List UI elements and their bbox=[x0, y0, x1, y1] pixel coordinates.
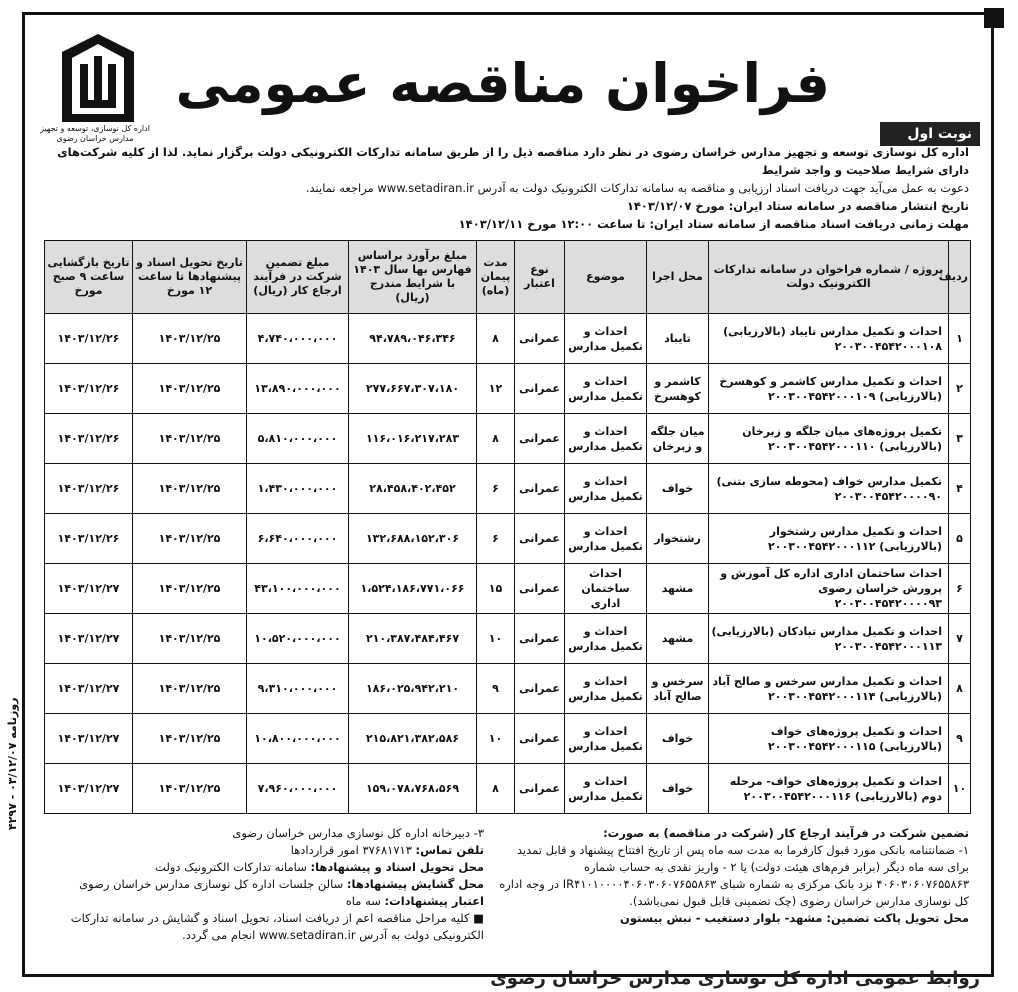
header bbox=[40, 24, 980, 143]
table-row bbox=[45, 414, 971, 464]
table-cell: ۱۴۰۳/۱۲/۲۷ bbox=[45, 664, 133, 714]
project-cell: احداث و تکمیل مدارس تبادکان (بالارزیابی) ۲۰۰۳۰۰۴۵۴۲۰۰۰۱۱۳ bbox=[709, 614, 949, 664]
header-cell: مبلغ تضمین شرکت در فرآیند ارجاع کار (ریال) bbox=[247, 241, 349, 314]
table-cell: احداث و تکمیل مدارس bbox=[565, 364, 647, 414]
table-cell: ۱۰،۸۰۰،۰۰۰،۰۰۰ bbox=[247, 714, 349, 764]
table-header-row bbox=[45, 241, 971, 314]
table-cell: ۱۴۰۳/۱۲/۲۵ bbox=[133, 764, 247, 814]
table-cell: احداث و تکمیل مدارس bbox=[565, 464, 647, 514]
table-cell: ۱۳،۸۹۰،۰۰۰،۰۰۰ bbox=[247, 364, 349, 414]
table-cell: ۶،۶۴۰،۰۰۰،۰۰۰ bbox=[247, 514, 349, 564]
table-cell: ۱۴۰۳/۱۲/۲۵ bbox=[133, 714, 247, 764]
header-cell: تاریخ تحویل اسناد و پیشنهادها تا ساعت ۱۲ مورخ bbox=[133, 241, 247, 314]
table-cell: عمرانی bbox=[515, 464, 565, 514]
table-cell: ۱۴۰۳/۱۲/۲۶ bbox=[45, 414, 133, 464]
docs-value: سامانه تدارکات الکترونیک دولت bbox=[155, 860, 307, 874]
table-cell: ۷،۹۶۰،۰۰۰،۰۰۰ bbox=[247, 764, 349, 814]
table-cell: ۶ bbox=[477, 464, 515, 514]
docs-label: محل تحویل اسناد و پیشنهادها: bbox=[310, 860, 484, 874]
table-cell: ۱۴۰۳/۱۲/۲۵ bbox=[133, 464, 247, 514]
table-cell: ۸ bbox=[477, 314, 515, 364]
project-cell: تکمیل مدارس خواف (محوطه سازی بتنی) ۲۰۰۳۰۰۴۵۴۲۰۰۰۰۹۰ bbox=[709, 464, 949, 514]
table-cell: ۲۱۰،۳۸۷،۴۸۴،۴۶۷ bbox=[349, 614, 477, 664]
table-cell: عمرانی bbox=[515, 314, 565, 364]
table-cell: ۴ bbox=[949, 464, 971, 514]
opening-value: سالن جلسات اداره کل نوسازی مدارس خراسان رضوی bbox=[79, 877, 344, 891]
table-cell: مشهد bbox=[647, 614, 709, 664]
table-cell: عمرانی bbox=[515, 764, 565, 814]
table-cell: ۱۴۰۳/۱۲/۲۶ bbox=[45, 514, 133, 564]
header-cell: نوع اعتبار bbox=[515, 241, 565, 314]
project-cell: احداث و تکمیل پروژه‌های خواف- مرحله دوم (بالارزیابی) ۲۰۰۳۰۰۴۵۴۲۰۰۰۱۱۶ bbox=[709, 764, 949, 814]
table-cell: ۱۴۰۳/۱۲/۲۵ bbox=[133, 314, 247, 364]
table-cell: خواف bbox=[647, 464, 709, 514]
table-cell: ۸ bbox=[949, 664, 971, 714]
bullet-icon: ■ bbox=[473, 911, 484, 925]
table-cell: ۱۰ bbox=[477, 614, 515, 664]
header-cell: ردیف bbox=[949, 241, 971, 314]
project-cell: احداث و تکمیل مدارس رشتخوار (بالارزیابی) ۲۰۰۳۰۰۴۵۴۲۰۰۰۱۱۲ bbox=[709, 514, 949, 564]
table-cell: ۵ bbox=[949, 514, 971, 564]
intro-line-3: تاریخ انتشار مناقصه در سامانه ستاد ایران: مورخ ۱۴۰۳/۱۲/۰۷ bbox=[626, 199, 969, 213]
table-cell: تایباد bbox=[647, 314, 709, 364]
table-cell: رشتخوار bbox=[647, 514, 709, 564]
contact-item-3: ۳- دبیرخانه اداره کل نوسازی مدارس خراسان رضوی bbox=[232, 826, 484, 840]
table-row bbox=[45, 664, 971, 714]
table-cell: ۱۵ bbox=[477, 564, 515, 614]
table-cell: ۱۴۰۳/۱۲/۲۷ bbox=[45, 764, 133, 814]
table-cell: ۱ bbox=[949, 314, 971, 364]
validity-label: اعتبار پیشنهادات: bbox=[384, 894, 484, 908]
table-cell: ۱۴۰۳/۱۲/۲۶ bbox=[45, 314, 133, 364]
guarantee-delivery: محل تحویل پاکت تضمین: مشهد- بلوار دستغیب - نبش بیستون bbox=[620, 911, 969, 925]
table-cell: عمرانی bbox=[515, 564, 565, 614]
table-cell: ۹،۳۱۰،۰۰۰،۰۰۰ bbox=[247, 664, 349, 714]
table-row bbox=[45, 314, 971, 364]
table-row bbox=[45, 464, 971, 514]
table-cell: ۱۴۰۳/۱۲/۲۵ bbox=[133, 564, 247, 614]
project-cell: تکمیل پروژه‌های میان جلگه و زبرخان (بالارزیابی) ۲۰۰۳۰۰۴۵۴۲۰۰۰۱۱۰ bbox=[709, 414, 949, 464]
table-cell: ۴،۷۴۰،۰۰۰،۰۰۰ bbox=[247, 314, 349, 364]
table-cell: ۷ bbox=[949, 614, 971, 664]
project-cell: احداث و تکمیل پروژه‌های خواف (بالارزیابی) ۲۰۰۳۰۰۴۵۴۲۰۰۰۱۱۵ bbox=[709, 714, 949, 764]
table-cell: خواف bbox=[647, 764, 709, 814]
table-cell: ۱۰،۵۲۰،۰۰۰،۰۰۰ bbox=[247, 614, 349, 664]
contact-block bbox=[34, 825, 484, 944]
table-cell: عمرانی bbox=[515, 364, 565, 414]
table-cell: ۸ bbox=[477, 414, 515, 464]
table-cell: ۱۴۰۳/۱۲/۲۵ bbox=[133, 664, 247, 714]
table-row bbox=[45, 714, 971, 764]
contact-note: کلیه مراحل مناقصه اعم از دریافت اسناد، تحویل اسناد و گشایش در سامانه تدارکات الکترونیکی دولت به آدرس www.setadiran.ir انجام می گردد. bbox=[70, 911, 484, 942]
table-cell: احداث و تکمیل مدارس bbox=[565, 414, 647, 464]
table-row bbox=[45, 514, 971, 564]
table-cell: ۱۴۰۳/۱۲/۲۵ bbox=[133, 414, 247, 464]
table-cell: ۱۴۰۳/۱۲/۲۷ bbox=[45, 614, 133, 664]
table-cell: خواف bbox=[647, 714, 709, 764]
tenders-table bbox=[44, 240, 971, 814]
table-row bbox=[45, 564, 971, 614]
header-cell: تاریخ بازگشایی ساعت ۹ صبح مورخ bbox=[45, 241, 133, 314]
table-cell: ۱۱۶،۰۱۶،۲۱۷،۲۸۳ bbox=[349, 414, 477, 464]
table-cell: ۲۱۵،۸۲۱،۳۸۲،۵۸۶ bbox=[349, 714, 477, 764]
table-cell: ۱۰ bbox=[949, 764, 971, 814]
table-cell: ۳ bbox=[949, 414, 971, 464]
page-title: فراخوان مناقصه عمومی bbox=[175, 52, 830, 115]
table-cell: ۹ bbox=[949, 714, 971, 764]
table-cell: عمرانی bbox=[515, 714, 565, 764]
edition-badge: نوبت اول bbox=[880, 122, 980, 146]
header-cell: محل اجرا bbox=[647, 241, 709, 314]
header-cell: مبلغ برآورد براساس فهارس بها سال ۱۴۰۳ با شرایط مندرج (ریال) bbox=[349, 241, 477, 314]
table-cell: ۸ bbox=[477, 764, 515, 814]
table-cell: ۱،۴۳۰،۰۰۰،۰۰۰ bbox=[247, 464, 349, 514]
table-cell: ۱۴۰۳/۱۲/۲۵ bbox=[133, 614, 247, 664]
project-cell: احداث ساختمان اداری اداره کل آموزش و پرورش خراسان رضوی ۲۰۰۳۰۰۴۵۴۲۰۰۰۰۹۳ bbox=[709, 564, 949, 614]
table-cell: احداث و تکمیل مدارس bbox=[565, 714, 647, 764]
project-cell: احداث و تکمیل مدارس تایباد (بالارزیابی) ۲۰۰۳۰۰۴۵۴۲۰۰۰۱۰۸ bbox=[709, 314, 949, 364]
table-cell: ۱۴۰۳/۱۲/۲۶ bbox=[45, 364, 133, 414]
table-cell: احداث و تکمیل مدارس bbox=[565, 664, 647, 714]
footer-text: روابط عمومی اداره کل نوسازی مدارس خراسان رضوی bbox=[490, 968, 980, 989]
table-cell: ۲ bbox=[949, 364, 971, 414]
table-cell: ۱۴۰۳/۱۲/۲۶ bbox=[45, 464, 133, 514]
table-cell: عمرانی bbox=[515, 614, 565, 664]
table-cell: ۱۴۰۳/۱۲/۲۷ bbox=[45, 714, 133, 764]
table-cell: ۱۴۰۳/۱۲/۲۵ bbox=[133, 364, 247, 414]
table-cell: ۱۳۲،۶۸۸،۱۵۲،۳۰۶ bbox=[349, 514, 477, 564]
guarantee-block bbox=[499, 825, 969, 927]
table-cell: احداث و تکمیل مدارس bbox=[565, 614, 647, 664]
phone-label: تلفن تماس: bbox=[415, 843, 484, 857]
table-row bbox=[45, 764, 971, 814]
table-cell: سرخس و صالح آباد bbox=[647, 664, 709, 714]
table-cell: ۶ bbox=[477, 514, 515, 564]
header-cell: مدت پیمان (ماه) bbox=[477, 241, 515, 314]
table-cell: عمرانی bbox=[515, 664, 565, 714]
table-cell: ۹ bbox=[477, 664, 515, 714]
logo-caption: اداره کل نوسازی، توسعه و تجهیز مدارس خراسان رضوی bbox=[40, 124, 150, 143]
intro-line-4: مهلت زمانی دریافت اسناد مناقصه از سامانه ستاد ایران: تا ساعت ۱۲:۰۰ مورخ ۱۴۰۳/۱۲/۱۱ bbox=[458, 217, 969, 231]
table-cell: مشهد bbox=[647, 564, 709, 614]
project-cell: احداث و تکمیل مدارس کاشمر و کوهسرخ (بالارزیابی) ۲۰۰۳۰۰۴۵۴۲۰۰۰۱۰۹ bbox=[709, 364, 949, 414]
table-cell: احداث و تکمیل مدارس bbox=[565, 314, 647, 364]
table-cell: عمرانی bbox=[515, 514, 565, 564]
table-cell: ۶ bbox=[949, 564, 971, 614]
header-cell: موضوع bbox=[565, 241, 647, 314]
table-cell: میان جلگه و زبرخان bbox=[647, 414, 709, 464]
table-cell: ۱۰ bbox=[477, 714, 515, 764]
table-cell: ۱۸۶،۰۲۵،۹۴۲،۲۱۰ bbox=[349, 664, 477, 714]
intro-line-2: دعوت به عمل می‌آید جهت دریافت اسناد ارزیابی و مناقصه به سامانه تدارکات الکترونیک دولت به آدرس www.setadiran.ir مراجعه نمایند. bbox=[305, 181, 969, 195]
opening-label: محل گشایش پیشنهادها: bbox=[346, 877, 484, 891]
table-cell: احداث و تکمیل مدارس bbox=[565, 514, 647, 564]
header-cell: پروژه / شماره فراخوان در سامانه تدارکات الکترونیک دولت bbox=[709, 241, 949, 314]
table-cell: عمرانی bbox=[515, 414, 565, 464]
table-cell: ۱۵۹،۰۷۸،۷۶۸،۵۶۹ bbox=[349, 764, 477, 814]
table-cell: ۱،۵۲۴،۱۸۶،۷۷۱،۰۶۶ bbox=[349, 564, 477, 614]
table-cell: ۱۲ bbox=[477, 364, 515, 414]
table-row bbox=[45, 364, 971, 414]
side-note: روزنامه ۰۳/۱۲/۰۷ - ۴۲۹۷ bbox=[6, 697, 19, 830]
logo-emblem-icon bbox=[58, 30, 138, 130]
table-row bbox=[45, 614, 971, 664]
table-cell: احداث ساختمان اداری bbox=[565, 564, 647, 614]
side-strip bbox=[2, 640, 22, 840]
intro-line-1: اداره کل نوسازی توسعه و تجهیز مدارس خراسان رضوی در نظر دارد مناقصه ذیل را از طریق سامانه تدارکات الکترونیکی دولت برگزار نماید. لذا از کلیه شرکت‌های دارای شرایط صلاحیت و واجد شرایط bbox=[57, 145, 969, 177]
table-cell: احداث و تکمیل مدارس bbox=[565, 764, 647, 814]
table-cell: ۹۴،۷۸۹،۰۴۶،۳۴۶ bbox=[349, 314, 477, 364]
table-cell: ۵،۸۱۰،۰۰۰،۰۰۰ bbox=[247, 414, 349, 464]
validity-value: سه ماه bbox=[345, 894, 381, 908]
guarantee-title: تضمین شرکت در فرآیند ارجاع کار (شرکت در مناقصه) به صورت: bbox=[603, 826, 969, 840]
phone-value: ۳۷۶۸۱۷۱۳ امور قراردادها bbox=[290, 843, 412, 857]
project-cell: احداث و تکمیل مدارس سرخس و صالح آباد (بالارزیابی) ۲۰۰۳۰۰۴۵۴۲۰۰۰۱۱۴ bbox=[709, 664, 949, 714]
intro-text bbox=[34, 143, 969, 233]
table-cell: ۱۴۰۳/۱۲/۲۷ bbox=[45, 564, 133, 614]
guarantee-item-1: ۱- ضمانتنامه بانکی مورد قبول کارفرما به مدت سه ماه پس از تاریخ افتتاح پیشنهاد و قابل تمدید برای سه ماه دیگر (برابر فرم‌های هیئت دولت) یا ۲ - واریز نقدی به حساب شماره ۴۰۶۰۳۰۶۰۷۶۵۵۸۶۳ نزد بانک مرکزی به شماره شبای IR۴۱۰۱۰۰۰۰۴۰۶۰۳۰۶۰۷۶۵۵۸۶۳ در وجه اداره کل نوسازی مدارس خراسان رضوی (چک تضمینی قابل قبول نمی‌باشد). bbox=[499, 843, 969, 908]
table-cell: ۲۷۷،۶۶۷،۳۰۷،۱۸۰ bbox=[349, 364, 477, 414]
table-cell: ۴۳،۱۰۰،۰۰۰،۰۰۰ bbox=[247, 564, 349, 614]
table-cell: کاشمر و کوهسرخ bbox=[647, 364, 709, 414]
terms-section bbox=[34, 825, 969, 975]
table-cell: ۱۴۰۳/۱۲/۲۵ bbox=[133, 514, 247, 564]
table-cell: ۲۸،۴۵۸،۴۰۲،۴۵۲ bbox=[349, 464, 477, 514]
